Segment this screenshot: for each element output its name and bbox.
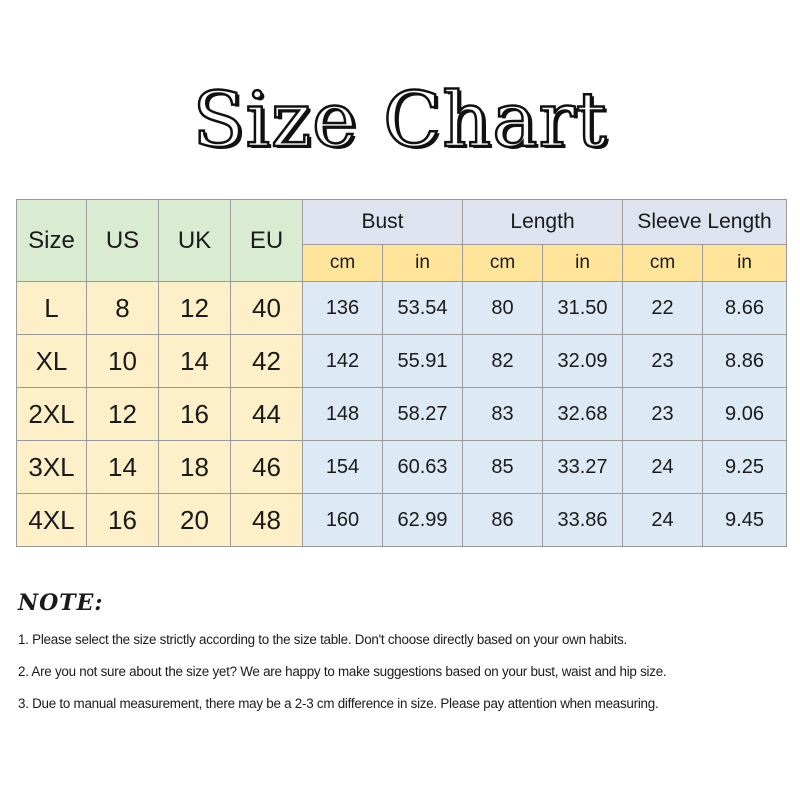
table-row xyxy=(17,335,787,388)
cell-eu: 46 xyxy=(231,441,303,494)
cell-eu: 42 xyxy=(231,335,303,388)
cell-bust-cm: 148 xyxy=(303,388,383,441)
header-us: US xyxy=(87,200,159,282)
cell-sleeve-cm: 24 xyxy=(623,494,703,547)
unit-bust-in: in xyxy=(383,245,463,282)
table-row xyxy=(17,441,787,494)
cell-size: 2XL xyxy=(17,388,87,441)
cell-bust-in: 60.63 xyxy=(383,441,463,494)
cell-length-in: 33.27 xyxy=(543,441,623,494)
note-item: 1. Please select the size strictly according to the size table. Don't choose directly based on your own habits. xyxy=(18,632,627,647)
cell-sleeve-in: 8.66 xyxy=(703,282,787,335)
cell-size: L xyxy=(17,282,87,335)
cell-eu: 40 xyxy=(231,282,303,335)
cell-sleeve-cm: 22 xyxy=(623,282,703,335)
cell-eu: 48 xyxy=(231,494,303,547)
cell-length-cm: 86 xyxy=(463,494,543,547)
cell-uk: 14 xyxy=(159,335,231,388)
header-uk: UK xyxy=(159,200,231,282)
note-section xyxy=(18,590,788,728)
header-sleeve-length: Sleeve Length xyxy=(623,200,787,245)
table-row xyxy=(17,282,787,335)
cell-sleeve-in: 8.86 xyxy=(703,335,787,388)
cell-uk: 16 xyxy=(159,388,231,441)
cell-uk: 20 xyxy=(159,494,231,547)
cell-length-in: 32.09 xyxy=(543,335,623,388)
unit-bust-cm: cm xyxy=(303,245,383,282)
header-bust: Bust xyxy=(303,200,463,245)
cell-size: 3XL xyxy=(17,441,87,494)
cell-sleeve-in: 9.45 xyxy=(703,494,787,547)
cell-sleeve-cm: 23 xyxy=(623,388,703,441)
cell-bust-in: 55.91 xyxy=(383,335,463,388)
note-item: 2. Are you not sure about the size yet? We are happy to make suggestions based on your bust, waist and hip size. xyxy=(18,664,667,679)
cell-bust-in: 53.54 xyxy=(383,282,463,335)
cell-uk: 12 xyxy=(159,282,231,335)
cell-us: 12 xyxy=(87,388,159,441)
note-label: NOTE: xyxy=(18,590,104,616)
cell-us: 16 xyxy=(87,494,159,547)
table-row xyxy=(17,494,787,547)
cell-bust-in: 58.27 xyxy=(383,388,463,441)
note-item: 3. Due to manual measurement, there may be a 2-3 cm difference in size. Please pay attention when measuring. xyxy=(18,696,659,711)
header-length: Length xyxy=(463,200,623,245)
cell-sleeve-in: 9.25 xyxy=(703,441,787,494)
cell-length-cm: 80 xyxy=(463,282,543,335)
cell-us: 14 xyxy=(87,441,159,494)
size-table xyxy=(16,199,787,547)
unit-length-in: in xyxy=(543,245,623,282)
unit-sleeve-in: in xyxy=(703,245,787,282)
page-title: Size Chart xyxy=(192,75,608,164)
cell-bust-cm: 160 xyxy=(303,494,383,547)
cell-sleeve-cm: 23 xyxy=(623,335,703,388)
cell-length-cm: 83 xyxy=(463,388,543,441)
cell-sleeve-cm: 24 xyxy=(623,441,703,494)
header-eu: EU xyxy=(231,200,303,282)
cell-sleeve-in: 9.06 xyxy=(703,388,787,441)
unit-sleeve-cm: cm xyxy=(623,245,703,282)
cell-size: XL xyxy=(17,335,87,388)
cell-length-in: 31.50 xyxy=(543,282,623,335)
cell-bust-cm: 136 xyxy=(303,282,383,335)
cell-uk: 18 xyxy=(159,441,231,494)
cell-size: 4XL xyxy=(17,494,87,547)
unit-length-cm: cm xyxy=(463,245,543,282)
cell-eu: 44 xyxy=(231,388,303,441)
cell-us: 10 xyxy=(87,335,159,388)
table-row xyxy=(17,388,787,441)
cell-bust-in: 62.99 xyxy=(383,494,463,547)
cell-length-cm: 82 xyxy=(463,335,543,388)
cell-bust-cm: 154 xyxy=(303,441,383,494)
cell-length-cm: 85 xyxy=(463,441,543,494)
cell-length-in: 33.86 xyxy=(543,494,623,547)
cell-length-in: 32.68 xyxy=(543,388,623,441)
cell-bust-cm: 142 xyxy=(303,335,383,388)
cell-us: 8 xyxy=(87,282,159,335)
header-size: Size xyxy=(17,200,87,282)
